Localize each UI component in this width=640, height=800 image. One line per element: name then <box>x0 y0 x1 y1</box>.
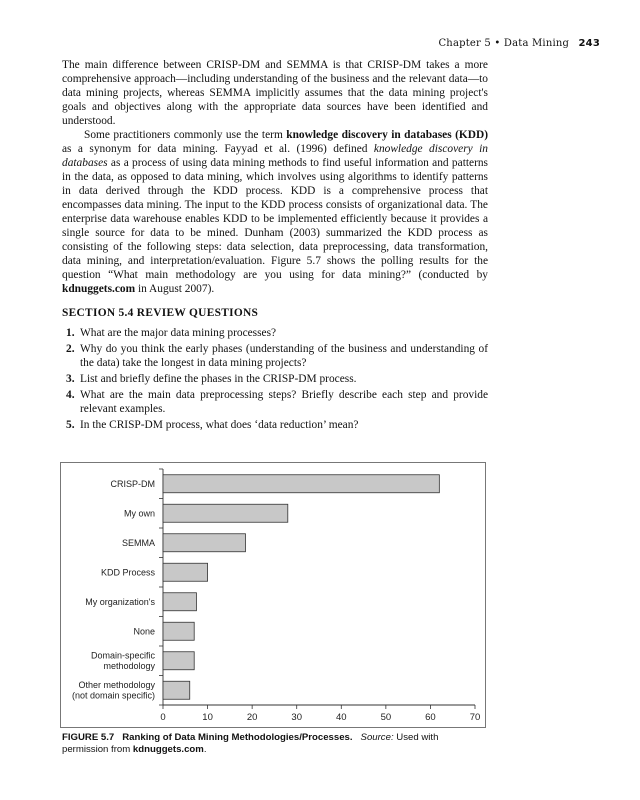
question-text: In the CRISP-DM process, what does ‘data reduction’ mean? <box>80 419 359 431</box>
category-label: None <box>133 626 155 637</box>
paragraph-1: The main difference between CRISP-DM and SEMMA is that CRISP-DM takes a more comprehensive approach—including understanding of the business and the relevant data—to data mining projects, whereas SEMMA implicitly assumes that the data mining project's goals and objectives along with the appropriate data sources have been identified and understood. <box>62 59 488 127</box>
category-label: KDD Process <box>100 567 155 578</box>
header-separator: • <box>494 38 501 49</box>
chapter-title: Data Mining <box>503 38 570 49</box>
figure-source-end: . <box>203 744 207 755</box>
x-tick-label: 60 <box>425 712 436 723</box>
review-questions-heading: SECTION 5.4 REVIEW QUESTIONS <box>62 307 259 319</box>
review-question <box>62 418 488 432</box>
question-number: 5. <box>66 419 75 431</box>
category-label: SEMMA <box>121 537 155 548</box>
question-text: Why do you think the early phases (understanding of the business and understanding of the data) take the longest in data mining projects? <box>80 343 488 369</box>
x-tick-label: 70 <box>469 712 481 723</box>
review-question <box>62 372 488 386</box>
question-number: 3. <box>66 373 75 385</box>
bar-6 <box>163 652 194 670</box>
category-label: methodology <box>103 661 155 671</box>
paragraph-2-part-b: as a synonym for data mining. Fayyad et al. (1996) defined <box>62 143 374 155</box>
running-head <box>438 38 600 49</box>
x-tick-label: 20 <box>246 712 258 723</box>
body-text <box>62 58 488 434</box>
bar-chart <box>61 463 485 727</box>
figure-5-7 <box>60 462 486 728</box>
paragraph-2-part-d: in August 2007). <box>135 283 215 295</box>
bar-2 <box>163 534 245 552</box>
chapter-label: Chapter 5 <box>438 38 491 49</box>
review-questions-list <box>62 326 488 432</box>
bar-1 <box>163 504 288 522</box>
bar-7 <box>163 681 190 699</box>
bar-3 <box>163 563 208 581</box>
category-label: My own <box>123 508 155 519</box>
category-label: (not domain specific) <box>71 690 155 701</box>
paragraph-2-part-c: as a process of using data mining methods to find useful information and patterns in the data, as opposed to data mining, which involves using algorithms to identify patterns in data derived through the KDD process. KDD is a comprehensive process that encompasses data mining. The input to the KDD process consists of organizational data. The enterprise data warehouse enables KDD to be implemented efficiently because it provides a single source for data to be mined. Dunham (2003) summarized the KDD process as consisting of the following steps: data selection, data preprocessing, data transformation, data mining, and interpretation/evaluation. Figure 5.7 shows the polling results for the question “What main methodology are you using for data mining?” (conducted by <box>62 157 488 281</box>
bar-0 <box>163 475 439 493</box>
review-question <box>62 342 488 370</box>
question-text: What are the major data mining processes? <box>80 327 277 339</box>
x-tick-label: 40 <box>335 712 347 723</box>
question-text: What are the main data preprocessing steps? Briefly describe each step and provide relevant examples. <box>80 389 488 415</box>
figure-source-text: Used with permission from <box>62 732 439 755</box>
paragraph-2 <box>62 128 488 296</box>
x-tick-label: 10 <box>202 712 213 723</box>
question-number: 4. <box>66 389 75 401</box>
figure-source-label: Source: <box>360 732 394 743</box>
bar-5 <box>163 622 194 640</box>
review-question <box>62 326 488 340</box>
category-label: CRISP-DM <box>110 478 155 489</box>
question-text: List and briefly define the phases in the CRISP-DM process. <box>80 373 357 385</box>
category-label: Other methodology <box>78 680 155 690</box>
figure-caption <box>62 732 482 756</box>
page-number: 243 <box>578 38 600 49</box>
x-tick-label: 0 <box>160 712 166 723</box>
x-tick-label: 50 <box>380 712 392 723</box>
question-number: 2. <box>66 343 75 355</box>
question-number: 1. <box>66 327 75 339</box>
category-label: Domain-specific <box>90 650 155 661</box>
x-tick-label: 30 <box>291 712 303 723</box>
review-question <box>62 388 488 416</box>
figure-source-site: kdnuggets.com <box>132 744 204 755</box>
kdnuggets-link-text: kdnuggets.com <box>62 283 136 295</box>
figure-label: FIGURE 5.7 <box>62 732 115 743</box>
kdd-term-italic: knowledge discovery in databases <box>62 143 488 169</box>
paragraph-2-part-a: Some practitioners commonly use the term <box>84 129 287 141</box>
category-label: My organization's <box>85 596 155 607</box>
kdd-term: knowledge discovery in databases (KDD) <box>286 129 488 141</box>
figure-title: Ranking of Data Mining Methodologies/Processes. <box>122 732 353 743</box>
bar-4 <box>163 593 196 611</box>
